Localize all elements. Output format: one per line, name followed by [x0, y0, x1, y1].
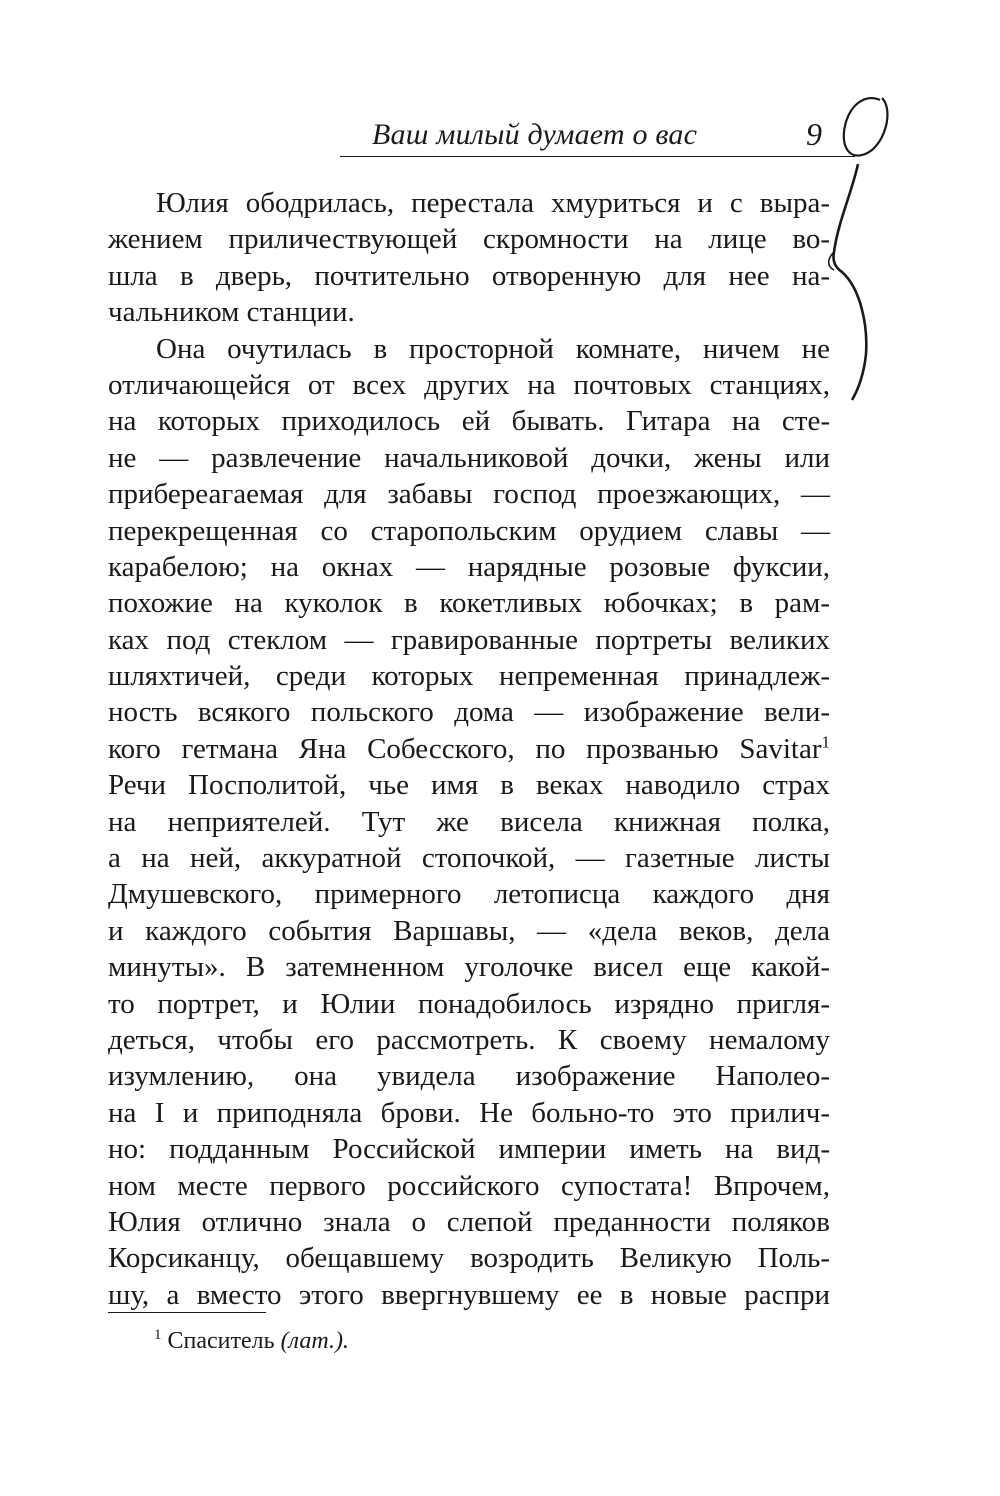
footnote-text: Спаситель	[167, 1328, 275, 1354]
text-line: на I и приподняла брови. Не больно-то это прилич-	[108, 1096, 830, 1129]
text-line: деться, чтобы его рассмотреть. К своему немалому	[108, 1023, 830, 1056]
text-line: кого гетмана Яна Собесского, по прозванью Savitar$^1$	[108, 732, 830, 765]
running-header	[340, 112, 830, 160]
text-line: изумлению, она увидела изображение Наполео-	[108, 1060, 830, 1093]
text-line: Она очутилась в просторной комнате, ничем не	[156, 332, 830, 365]
text-line: чальником станции.	[108, 296, 355, 329]
text-line: Юлия ободрилась, перестала хмуриться и с выра-	[156, 187, 830, 219]
text-line: на которых приходилось ей бывать. Гитара на сте-	[108, 405, 830, 438]
text-line: шу, а вместо этого ввергнувшему ее в новые распри	[108, 1278, 830, 1311]
text-line: ном месте первого российского супостата! Впрочем,	[108, 1169, 830, 1202]
text-line: минуты». В затемненном уголочке висел еще какой-	[108, 951, 830, 984]
header-rule	[340, 156, 855, 157]
text-line: но: подданным Российской империи иметь на вид-	[108, 1133, 830, 1166]
text-line: не — развлечение начальниковой дочки, жены или	[108, 441, 830, 474]
running-title: Ваш милый думает о вас	[372, 118, 698, 151]
text-line: отличающейся от всех других на почтовых станциях,	[108, 368, 830, 401]
footnote-rule	[108, 1312, 266, 1313]
page-number: 9	[806, 116, 822, 152]
text-line: шляхтичей, среди которых непременная принадлеж-	[108, 660, 830, 693]
footnote-marker: 1	[154, 1327, 162, 1343]
text-line: Корсиканцу, обещавшему возродить Великую Поль-	[108, 1242, 830, 1275]
text-line: то портрет, и Юлии понадобилось изрядно пригля-	[108, 987, 830, 1020]
text-line: жением приличествующей скромности на лице во-	[108, 223, 830, 256]
text-line: а на ней, аккуратной стопочкой, — газетные листы	[108, 842, 830, 875]
text-line: и каждого события Варшавы, — «дела веков, дела	[108, 914, 830, 947]
text-line: перекрещенная со старопольским орудием славы —	[108, 514, 830, 547]
decorative-flourish-icon	[822, 92, 892, 404]
text-line: на неприятелей. Тут же висела книжная полка,	[108, 805, 830, 838]
text-line: похожие на куколок в кокетливых юбочках; в рам-	[108, 587, 830, 620]
text-line: Юлия отлично знала о слепой преданности поляков	[108, 1205, 830, 1238]
text-line: ность всякого польского дома — изображение вели-	[108, 696, 830, 729]
footnote-language: (лат.).	[280, 1328, 349, 1354]
text-line: Дмушевского, примерного летописца каждого дня	[108, 878, 830, 911]
text-line: карабелою; на окнах — нарядные розовые фуксии,	[108, 550, 830, 583]
footnote-reference: 1	[821, 732, 830, 752]
text-line: шла в дверь, почтительно отворенную для нее на-	[108, 259, 830, 292]
text-line: Речи Посполитой, чье имя в веках наводило страх	[108, 769, 830, 802]
text-line: прибереагаемая для забавы господ проезжающих, —	[108, 478, 830, 511]
body-text	[108, 185, 830, 1313]
footnote	[154, 1326, 349, 1356]
text-line: ках под стеклом — гравированные портреты великих	[108, 623, 830, 656]
